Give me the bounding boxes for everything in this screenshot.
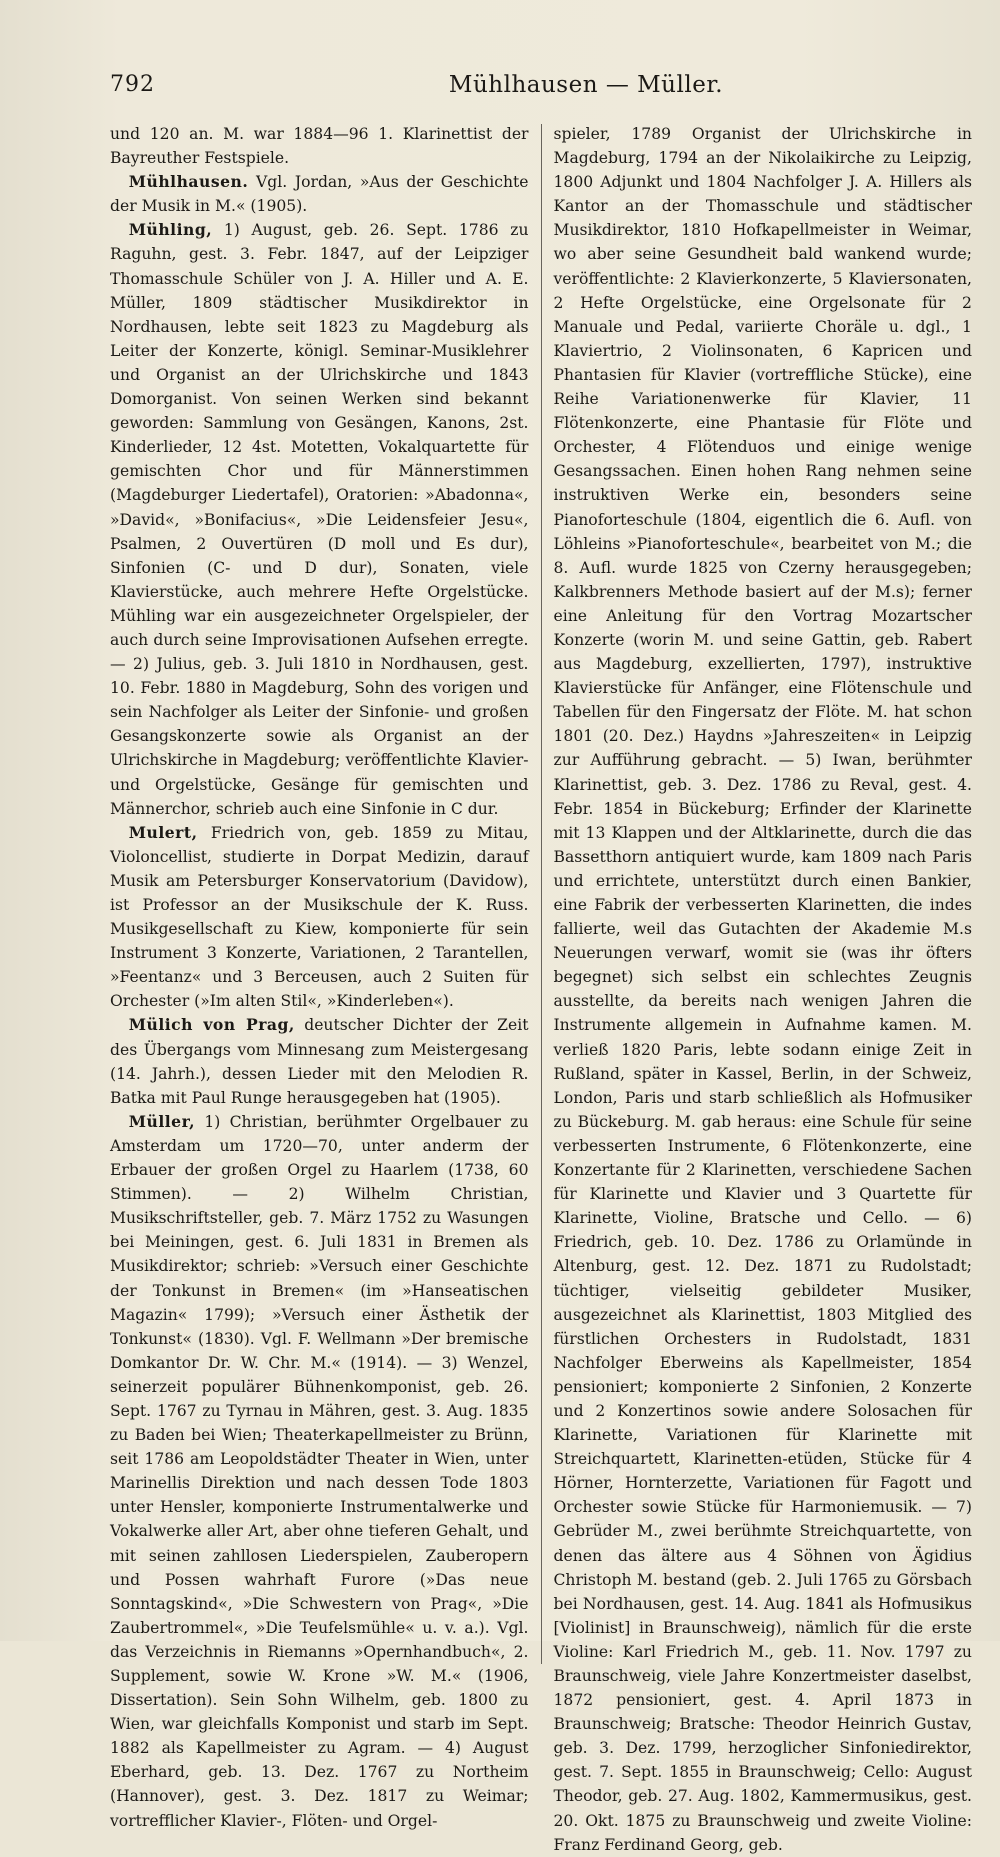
text-columns: [110, 122, 972, 1857]
right-column: [541, 122, 972, 1857]
column-divider: [541, 124, 542, 1664]
page-header: [110, 72, 972, 112]
running-title: Mühlhausen — Müller.: [448, 72, 724, 98]
entry-headword: Mühlhausen.: [128, 172, 249, 192]
entry-headword: Müller,: [128, 1111, 196, 1131]
entry-muehlhausen: [110, 170, 529, 218]
entry-text: Friedrich von, geb. 1859 zu Mitau, Violoncellist, studierte in Dorpat Medizin, darauf Musik am Petersburger Konservatorium (Davidow), ist Professor an der Musikschule der K. Russ. Musikgesellschaft zu Kiew, komponierte für sein Instrument 3 Konzerte, Variationen, 2 Tarantellen, »Feentanz« und 3 Berceusen, auch 2 Suiten für Orchester (»Im alten Stil«, »Kinderleben«).: [110, 823, 529, 1011]
continued-paragraph: spieler, 1789 Organist der Ulrichskirche in Magdeburg, 1794 an der Nikolaikirche zu Leipzig, 1800 Adjunkt und 1804 Nachfolger J. A. Hillers als Kantor an der Thomasschule und städtischer Musikdirektor, 1810 Hofkapellmeister in Weimar, wo aber seine Gesundheit bald wankend wurde; veröffentlichte: 2 Klavierkonzerte, 5 Klaviersonaten, 2 Hefte Orgelstücke, eine Orgelsonate für 2 Manuale und Pedal, variierte Choräle u. dgl., 1 Klaviertrio, 2 Violinsonaten, 6 Kapricen und Phantasien für Klavier (vortreffliche Stücke), eine Reihe Variationenwerke für Klavier, 11 Flötenkonzerte, eine Phantasie für Flöte und Orchester, 4 Flötenduos und einige wenige Gesangssachen. Einen hohen Rang nehmen seine instruktiven Werke ein, besonders seine Pianoforteschule (1804, eigentlich die 6. Aufl. von Löhleins »Pianoforteschule«, bearbeitet von M.; die 8. Aufl. wurde 1825 von Czerny herausgegeben; Kalkbrenners Methode basiert auf der M.s); ferner eine Anleitung für den Vortrag Mozartscher Konzerte (worin M. und seine Gattin, geb. Rabert aus Magdeburg, exzellierten, 1797), instruktive Klavierstücke für Anfänger, eine Flötenschule und Tabellen für den Fingersatz der Flöte. M. hat schon 1801 (20. Dez.) Haydns »Jahreszeiten« in Leipzig zur Aufführung gebracht. — 5) Iwan, berühmter Klarinettist, geb. 3. Dez. 1786 zu Reval, gest. 4. Febr. 1854 in Bückeburg; Erfinder der Klarinette mit 13 Klappen und der Altklarinette, durch die das Bassetthorn antiquiert wurde, kam 1809 nach Paris und errichtete, unterstützt durch einen Bankier, eine Fabrik der verbesserten Klarinetten, die indes fallierte, weil das Gutachten der Akademie M.s Neuerungen verwarf, womit sie (was ihr öfters begegnet) sich selbst ein schlechtes Zeugnis ausstellte, da bereits nach wenigen Jahren die Instrumente allgemein in Aufnahme kamen. M. verließ 1820 Paris, lebte sodann einige Zeit in Rußland, später in Kassel, Berlin, in der Schweiz, London, Paris und starb schließlich als Hofmusiker zu Bückeburg. M. gab heraus: eine Schule für seine verbesserten Instrumente, 6 Flötenkonzerte, eine Konzertante für 2 Klarinetten, verschiedene Sachen für Klarinette und Klavier und 3 Quartette für Klarinette, Violine, Bratsche und Cello. — 6) Friedrich, geb. 10. Dez. 1786 zu Orlamünde in Altenburg, gest. 12. Dez. 1871 zu Rudolstadt; tüchtiger, vielseitig gebildeter Musiker, ausgezeichnet als Klarinettist, 1803 Mitglied des fürstlichen Orchesters in Rudolstadt, 1831 Nachfolger Eberweins als Kapellmeister, 1854 pensioniert; komponierte 2 Sinfonien, 2 Konzerte und 2 Konzertinos sowie andere Solosachen für Klarinette, Variationen für Klarinette mit Streichquartett, Klarinetten-etüden, Stücke für 4 Hörner, Hornterzette, Variationen für Fagott und Orchester sowie Stücke für Harmoniemusik. — 7) Gebrüder M., zwei berühmte Streichquartette, von denen das ältere aus 4 Söhnen von Ägidius Christoph M. bestand (geb. 2. Juli 1765 zu Görsbach bei Nordhausen, gest. 14. Aug. 1841 als Hofmusikus [Violinist] in Braunschweig), nämlich für die erste Violine: Karl Friedrich M., geb. 11. Nov. 1797 zu Braunschweig, viele Jahre Konzertmeister daselbst, 1872 pensioniert, gest. 4. April 1873 in Braunschweig; Bratsche: Theodor Heinrich Gustav, geb. 3. Dez. 1799, herzoglicher Sinfoniedirektor, gest. 7. Sept. 1855 in Braunschweig; Cello: August Theodor, geb. 27. Aug. 1802, Kammermusikus, gest. 20. Okt. 1875 zu Braunschweig und zweite Violine: Franz Ferdinand Georg, geb.: [553, 125, 972, 1854]
entry-text: 1) Christian, berühmter Orgelbauer zu Amsterdam um 1720—70, unter anderm der Erbauer der großen Orgel zu Haarlem (1738, 60 Stimmen). — 2) Wilhelm Christian, Musikschriftsteller, geb. 7. März 1752 zu Wasungen bei Meiningen, gest. 6. Juli 1831 in Bremen als Musikdirektor; schrieb: »Versuch einer Geschichte der Tonkunst in Bremen« (im »Hanseatischen Magazin« 1799); »Versuch einer Ästhetik der Tonkunst« (1830). Vgl. F. Wellmann »Der bremische Domkantor Dr. W. Chr. M.« (1914). — 3) Wenzel, seinerzeit populärer Bühnenkomponist, geb. 26. Sept. 1767 zu Tyrnau in Mähren, gest. 3. Aug. 1835 zu Baden bei Wien; Theaterkapellmeister zu Brünn, seit 1786 am Leopoldstädter Theater in Wien, unter Marinellis Direktion und nach dessen Tode 1803 unter Hensler, komponierte Instrumentalwerke und Vokalwerke aller Art, aber ohne tieferen Gehalt, und mit seinen zahllosen Liederspielen, Zauberopern und Possen wahrhaft Furore (»Das neue Sonntagskind«, »Die Schwestern von Prag«, »Die Zaubertrommel«, »Die Teufelsmühle« u. v. a.). Vgl. das Verzeichnis in Riemanns »Opernhandbuch«, 2. Supplement, sowie W. Krone »W. M.« (1906, Dissertation). Sein Sohn Wilhelm, geb. 1800 zu Wien, war gleichfalls Komponist und starb im Sept. 1882 als Kapellmeister zu Agram. — 4) August Eberhard, geb. 13. Dez. 1767 zu Northeim (Hannover), gest. 3. Dez. 1817 zu Weimar; vortrefflicher Klavier-, Flöten- und Orgel-: [110, 1112, 529, 1830]
entry-text: Vgl. Jordan, »Aus der Geschichte der Musik in M.« (1905).: [110, 173, 529, 216]
entry-mulert: [110, 821, 529, 1014]
entry-headword: Mulert,: [128, 822, 198, 842]
left-column: [110, 122, 541, 1857]
continued-paragraph: und 120 an. M. war 1884—96 1. Klarinettist der Bayreuther Festspiele.: [110, 125, 529, 168]
entry-headword: Mühling,: [128, 220, 213, 240]
entry-muehling: [110, 218, 529, 820]
entry-headword: Mülich von Prag,: [128, 1015, 295, 1035]
page-number: 792: [110, 72, 155, 97]
entry-mueller: [110, 1110, 529, 1833]
entry-muelich-von-prag: [110, 1013, 529, 1109]
entry-text: 1) August, geb. 26. Sept. 1786 zu Raguhn, gest. 3. Febr. 1847, auf der Leipziger Thomasschule Schüler von J. A. Hiller und A. E. Müller, 1809 städtischer Musikdirektor in Nordhausen, lebte seit 1823 zu Magdeburg als Leiter der Konzerte, königl. Seminar-Musiklehrer und Organist an der Ulrichskirche und 1843 Domorganist. Von seinen Werken sind bekannt geworden: Sammlung von Gesängen, Kanons, 2st. Kinderlieder, 12 4st. Motetten, Vokalquartette für gemischten Chor und für Männerstimmen (Magdeburger Liedertafel), Oratorien: »Abadonna«, »David«, »Bonifacius«, »Die Leidensfeier Jesu«, Psalmen, 2 Ouvertüren (D moll und Es dur), Sinfonien (C- und D dur), Sonaten, viele Klavierstücke, auch mehrere Hefte Orgelstücke. Mühling war ein ausgezeichneter Orgelspieler, der auch durch seine Improvisationen Aufsehen erregte. — 2) Julius, geb. 3. Juli 1810 in Nordhausen, gest. 10. Febr. 1880 in Magdeburg, Sohn des vorigen und sein Nachfolger als Leiter der Sinfonie- und großen Gesangskonzerte sowie als Organist an der Ulrichskirche in Magdeburg; veröffentlichte Klavier- und Orgelstücke, Gesänge für gemischten und Männerchor, schrieb auch eine Sinfonie in C dur.: [110, 221, 529, 818]
entry-text: deutscher Dichter der Zeit des Übergangs vom Minnesang zum Meistergesang (14. Jahrh.), dessen Lieder mit den Melodien R. Batka mit Paul Runge herausgegeben hat (1905).: [110, 1016, 529, 1107]
